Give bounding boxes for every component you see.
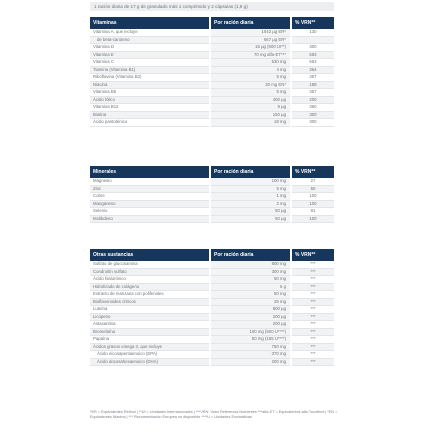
amount-per-serving: 800 mg: [210, 261, 291, 268]
minerals-header-amount: Por ración diaria: [210, 166, 291, 178]
vrn-percent: [291, 36, 334, 44]
vrn-percent: 27: [291, 178, 334, 185]
amount-per-serving: 1 mg: [210, 193, 291, 201]
nutrient-name: Extracto de manzana con polifenoles: [90, 291, 210, 299]
amount-per-serving: 100 mg: [210, 178, 291, 185]
nutrient-name: Magnesio: [90, 178, 210, 185]
nutrient-name: Condroitín sulfato: [90, 268, 210, 276]
vrn-percent: ***: [291, 358, 334, 366]
vrn-percent: ***: [291, 328, 334, 336]
table-row: [90, 193, 334, 201]
table-row: [90, 44, 334, 52]
amount-per-serving: 200 mg: [210, 358, 291, 366]
vrn-percent: 200: [291, 96, 334, 104]
others-header-row: [90, 249, 334, 261]
minerals-table-body: [90, 178, 334, 223]
amount-per-serving: 800 µg: [210, 306, 291, 314]
table-row: [90, 343, 334, 351]
amount-per-serving: 50 mg: [210, 291, 291, 299]
minerals-header-name: Minerales: [90, 166, 210, 178]
nutrient-name: Ácido hialurónico: [90, 276, 210, 284]
amount-per-serving: 25 mg: [210, 298, 291, 306]
vrn-percent: 357: [291, 89, 334, 97]
amount-per-serving: 50 µg: [210, 208, 291, 216]
vrn-percent: 100: [291, 215, 334, 223]
table-row: [90, 313, 334, 321]
amount-per-serving: 400 µg: [210, 96, 291, 104]
nutrient-name: Tiamina (Vitamina B1): [90, 66, 210, 74]
nutrient-name: Selenio: [90, 208, 210, 216]
vrn-percent: 50: [291, 185, 334, 193]
vrn-percent: ***: [291, 306, 334, 314]
vrn-percent: 188: [291, 81, 334, 89]
vrn-percent: ***: [291, 313, 334, 321]
amount-per-serving: 15 µg (600 UI**): [210, 44, 291, 52]
amount-per-serving: 200 µg: [210, 313, 291, 321]
table-row: [90, 268, 334, 276]
nutrient-name: Ácido pantoténico: [90, 119, 210, 127]
table-row: [90, 89, 334, 97]
nutrient-name: Riboflavina (Vitamina B2): [90, 74, 210, 82]
table-row: [90, 29, 334, 36]
table-row: [90, 185, 334, 193]
nutrient-name: Vitamina E: [90, 51, 210, 59]
table-row: [90, 119, 334, 127]
nutrient-name: Vitamina B12: [90, 104, 210, 112]
nutrient-name: Vitamina A, que incluye: [90, 29, 210, 36]
nutrient-name: Bioflavonoides cítricos: [90, 298, 210, 306]
table-row: [90, 358, 334, 366]
nutrient-name: Cobre: [90, 193, 210, 201]
nutrient-name: Astaxantina: [90, 321, 210, 329]
vrn-percent: 300: [291, 44, 334, 52]
vrn-percent: ***: [291, 351, 334, 359]
nutrient-name: Manganeso: [90, 200, 210, 208]
vrn-percent: 364: [291, 66, 334, 74]
amount-per-serving: 50 µg: [210, 215, 291, 223]
nutrient-name: Vitamina B6: [90, 89, 210, 97]
table-row: [90, 283, 334, 291]
others-header-name: Otras sustancias: [90, 249, 210, 261]
vrn-percent: 100: [291, 200, 334, 208]
vrn-percent: ***: [291, 291, 334, 299]
minerals-header-row: [90, 166, 334, 178]
amount-per-serving: 30 mg EN*: [210, 81, 291, 89]
footnote: *ER = Equivalentes Retinol | **UI = Unidades Internacionales | ***VRN: Valor Referencia Nutrientes ***alfa-ET = Equivalentes alfa-Tocoferol | *EN = Equivalentes Niacina | *** Recomendación Europea no disponible ****U = Unidades Enzimáticas: [90, 410, 338, 419]
table-row: [90, 51, 334, 59]
nutrient-name: de beta-caroteno: [90, 36, 210, 44]
table-row: [90, 291, 334, 299]
vrn-percent: ***: [291, 268, 334, 276]
amount-per-serving: 5 mg: [210, 185, 291, 193]
amount-per-serving: 2 mg: [210, 200, 291, 208]
nutrient-name: Luteína: [90, 306, 210, 314]
table-row: [90, 66, 334, 74]
vrn-percent: ***: [291, 336, 334, 344]
table-row: [90, 215, 334, 223]
serving-note: 1 ración diaria de 17 g de granulado más 1 comprimido y 2 cápsulas (1,9 g): [90, 2, 334, 11]
vrn-percent: 91: [291, 208, 334, 216]
table-row: [90, 36, 334, 44]
amount-per-serving: 667 µg ER*: [210, 36, 291, 44]
nutrient-name: Ácido docosahexaenoico (DHA): [90, 358, 210, 366]
amount-per-serving: 530 mg: [210, 59, 291, 67]
vrn-percent: ***: [291, 276, 334, 284]
vitamins-header-row: [90, 17, 334, 29]
vrn-percent: ***: [291, 298, 334, 306]
table-row: [90, 200, 334, 208]
amount-per-serving: 1042 µg ER*: [210, 29, 291, 36]
vrn-percent: 360: [291, 104, 334, 112]
amount-per-serving: 200 µg: [210, 321, 291, 329]
nutrient-name: Hidrolizado de colágeno: [90, 283, 210, 291]
others-table-body: [90, 261, 334, 366]
vrn-percent: 663: [291, 59, 334, 67]
others-header-amount: Por ración diaria: [210, 249, 291, 261]
nutrient-name: Ácido fólico: [90, 96, 210, 104]
vrn-percent: 300: [291, 111, 334, 119]
table-row: [90, 96, 334, 104]
vrn-percent: ***: [291, 261, 334, 268]
amount-per-serving: 5 mg: [210, 89, 291, 97]
vitamins-header-vrn: % VRN**: [291, 17, 334, 29]
nutrient-name: Ácidos grasos omega 3, que incluye: [90, 343, 210, 351]
amount-per-serving: 750 mg: [210, 343, 291, 351]
vrn-percent: 300: [291, 119, 334, 127]
table-row: [90, 276, 334, 284]
minerals-table: [90, 166, 334, 223]
amount-per-serving: 300 mg: [210, 268, 291, 276]
table-row: [90, 178, 334, 185]
amount-per-serving: 100 mg (500 U****): [210, 328, 291, 336]
vitamins-table-body: [90, 29, 334, 126]
table-row: [90, 208, 334, 216]
table-row: [90, 298, 334, 306]
table-row: [90, 336, 334, 344]
amount-per-serving: 150 µg: [210, 111, 291, 119]
amount-per-serving: 370 mg: [210, 351, 291, 359]
amount-per-serving: 5 mg: [210, 74, 291, 82]
nutrient-name: Molibdeno: [90, 215, 210, 223]
amount-per-serving: 5 g: [210, 283, 291, 291]
amount-per-serving: 4 mg: [210, 66, 291, 74]
nutrient-name: Vitamina D: [90, 44, 210, 52]
vrn-percent: ***: [291, 343, 334, 351]
others-header-vrn: % VRN**: [291, 249, 334, 261]
vrn-percent: 130: [291, 29, 334, 36]
table-row: [90, 104, 334, 112]
vrn-percent: 357: [291, 74, 334, 82]
other-substances-table: [90, 249, 334, 366]
table-row: [90, 81, 334, 89]
vitamins-table: [90, 17, 334, 127]
vrn-percent: ***: [291, 321, 334, 329]
amount-per-serving: 50 mg: [210, 276, 291, 284]
minerals-header-vrn: % VRN**: [291, 166, 334, 178]
vrn-percent: 583: [291, 51, 334, 59]
amount-per-serving: 70 mg alfa-ET***: [210, 51, 291, 59]
nutrient-name: Sulfato de glucosamina: [90, 261, 210, 268]
table-row: [90, 59, 334, 67]
vitamins-header-name: Vitaminas: [90, 17, 210, 29]
table-row: [90, 328, 334, 336]
nutrient-name: Biotina: [90, 111, 210, 119]
table-row: [90, 306, 334, 314]
nutrient-name: Licopeno: [90, 313, 210, 321]
table-row: [90, 261, 334, 268]
amount-per-serving: 18 mg: [210, 119, 291, 127]
nutrient-name: Ácido eicosapentaenoico (EPA): [90, 351, 210, 359]
amount-per-serving: 50 mg (185 U****): [210, 336, 291, 344]
vrn-percent: 100: [291, 193, 334, 201]
vrn-percent: ***: [291, 283, 334, 291]
table-row: [90, 351, 334, 359]
nutrient-name: Zinc: [90, 185, 210, 193]
table-row: [90, 321, 334, 329]
nutrient-name: Bromelaína: [90, 328, 210, 336]
vitamins-header-amount: Por ración diaria: [210, 17, 291, 29]
nutrient-name: Papaína: [90, 336, 210, 344]
amount-per-serving: 9 µg: [210, 104, 291, 112]
table-row: [90, 111, 334, 119]
table-row: [90, 74, 334, 82]
nutrient-name: Vitamina C: [90, 59, 210, 67]
nutrient-name: Niacina: [90, 81, 210, 89]
